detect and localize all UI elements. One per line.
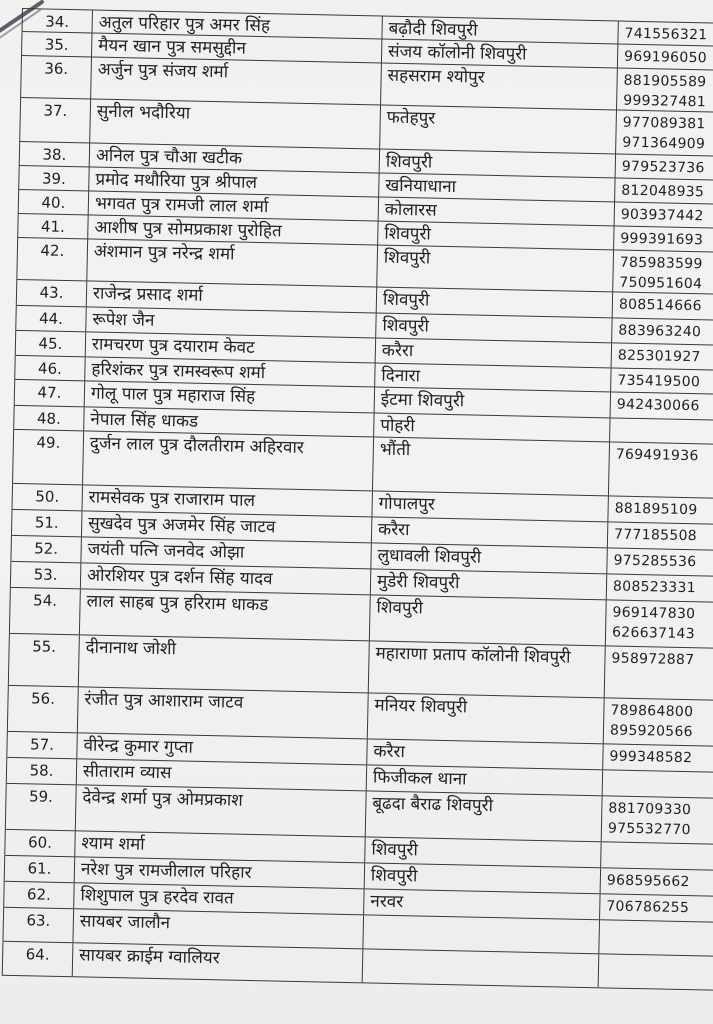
address: लुधावली शिवपुरी [370,543,606,573]
phone-number: 741556321 [624,25,708,44]
phone-number: 881895109 [614,500,698,519]
phone-numbers [617,21,713,46]
address: मुडेरी शिवपुरी [370,569,606,599]
phone-number: 968595662 [606,872,690,891]
person-name: शिशुपाल पुत्र हरदेव रावत [73,883,363,914]
person-name: सुखदेव पुत्र अजमेर सिंह जाटव [81,511,371,542]
phone-number: 975532770 [607,820,691,839]
phone-numbers [617,44,713,70]
address: गोपालपुर [371,491,607,521]
phone-number: 881905589 [623,72,707,91]
serial-number: 55. [8,634,79,686]
address: करैरा [375,338,611,367]
phone-numbers [603,698,713,746]
phone-numbers [598,954,713,990]
phone-number: 777185508 [613,526,698,545]
phone-numbers [610,392,713,420]
phone-numbers [602,744,713,772]
person-name: रामचरण पुत्र दयाराम केवट [85,332,375,362]
phone-number: 969147830 [612,604,696,623]
address: शिवपुरी [376,245,613,291]
person-name: अतुल परिहार पुत्र अमर सिंह [92,10,382,38]
phone-number: 789864800 [610,702,694,721]
serial-number: 41. [17,214,87,238]
address: पोहरी [373,413,609,441]
serial-number: 43. [16,280,87,306]
phone-number: 969196050 [623,48,708,67]
phone-numbers [612,250,713,294]
serial-number: 40. [18,190,88,214]
phone-number: 999348582 [609,748,693,767]
phone-number: 626637143 [611,624,696,643]
phone-number: 958972887 [611,650,695,669]
phone-numbers [614,202,713,228]
person-name: मैयन खान पुत्र समसुद्दीन [91,33,381,62]
person-name: गोलू पाल पुत्र महाराज सिंह [84,381,374,412]
phone-numbers [607,496,713,524]
phone-number: 999327481 [623,92,707,111]
phone-numbers [607,522,713,550]
serial-number: 42. [16,238,87,280]
person-name: दुर्जन लाल पुत्र दौलतीराम अहिरवार [82,431,373,490]
person-name: देवेन्द्र शर्मा पुत्र ओमप्रकाश [75,785,366,836]
serial-number: 56. [7,686,78,732]
person-name: सायबर जालौन [72,909,363,948]
address: संजय कॉलोनी शिवपुरी [381,40,617,68]
address: महाराणा प्रताप कॉलोनी शिवपुरी [368,641,605,697]
address: फिजीकल थाना [366,765,602,795]
person-name: अनिल पुत्र चौआ खटीक [89,143,379,172]
address: कोलारस [378,197,614,225]
serial-number: 54. [9,588,80,634]
serial-number: 37. [19,98,90,142]
phone-number: 975285536 [613,552,697,571]
phone-number: 808514666 [618,296,702,315]
person-name: आशीष पुत्र सोमप्रकाश पुरोहित [87,215,377,244]
phone-number: 883963240 [618,322,702,341]
address: बढ़ौदी शिवपुरी [381,17,617,44]
phone-number: 895920566 [609,722,694,741]
serial-number: 49. [12,430,83,484]
serial-number: 45. [15,331,85,356]
person-name: राजेन्द्र प्रसाद शर्मा [86,281,376,312]
contact-table [2,8,713,991]
person-name: भगवत पुत्र रामजी लाल शर्मा [88,191,378,220]
phone-number: 942430066 [616,396,700,415]
phone-number: 706786255 [606,898,690,917]
address: शिवपुरी [377,221,613,249]
address: भौंती [372,437,609,495]
phone-number: 812048935 [621,182,705,201]
person-name: रामसेवक पुत्र राजाराम पाल [81,485,371,516]
address: शिवपुरी [364,837,600,867]
address: शिवपुरी [379,150,615,178]
serial-number: 61. [4,856,75,882]
person-name: अर्जुन पुत्र संजय शर्मा [90,57,381,104]
phone-numbers [606,548,713,576]
phone-numbers [608,442,713,498]
serial-number: 35. [21,32,91,56]
phone-numbers [611,343,713,370]
serial-number: 47. [14,380,85,406]
serial-number: 62. [3,882,74,908]
serial-number: 63. [2,908,73,942]
address: शिवपुरी [376,287,612,317]
person-name: हरिशंकर पुत्र रामस्वरूप शर्मा [84,357,374,386]
phone-number: 825301927 [617,347,701,366]
person-name: नरेश पुत्र रामजीलाल परिहार [74,857,364,888]
address: खनियाधाना [378,174,614,202]
address: सहसराम श्योपुर [380,64,617,110]
person-name: रूपेश जैन [85,307,375,337]
phone-numbers [615,154,713,180]
serial-number: 51. [11,510,82,536]
person-name: श्याम शर्मा [74,831,364,862]
phone-number: 785983599 [619,254,703,273]
address [362,949,599,987]
phone-numbers [613,226,713,252]
address: बूढदा बैराढ शिवपुरी [365,791,602,841]
phone-numbers [605,600,713,648]
serial-number: 38. [19,142,89,166]
address: शिवपुरी [375,313,611,342]
phone-number: 977089381 [622,114,706,133]
person-name: वीरेन्द्र कुमार गुप्ता [76,733,366,764]
address [362,915,599,953]
address: शिवपुरी [369,595,606,645]
phone-numbers [604,646,713,700]
phone-number: 808523331 [612,578,697,597]
address: ईटमा शिवपुरी [374,387,610,417]
person-name: सायबर क्राईम ग्वालियर [72,943,363,982]
address: दिनारा [374,363,610,391]
serial-number: 50. [12,484,83,510]
phone-numbers [602,770,713,798]
person-name: जयंती पत्नि जनवेद ओझा [80,537,370,568]
serial-number: 60. [4,830,75,856]
phone-numbers [600,842,713,870]
phone-number: 735419500 [617,372,701,391]
person-name: रंजीत पुत्र आशाराम जाटव [77,687,368,738]
person-name: अंशमान पुत्र नरेन्द्र शर्मा [86,239,377,286]
phone-number: 769491936 [615,446,699,465]
phone-number: 979523736 [621,158,705,177]
address: मनियर शिवपुरी [367,693,604,743]
serial-number: 48. [13,406,83,430]
serial-number: 53. [10,562,81,588]
phone-numbers [609,418,713,444]
serial-number: 44. [15,306,85,331]
address: करैरा [371,517,607,547]
address: शिवपुरी [364,863,600,893]
phone-numbers [611,318,713,345]
phone-numbers [600,868,713,896]
serial-number: 59. [5,784,76,830]
person-name: नेपाल सिंह धाकड [83,407,373,436]
serial-number: 46. [14,356,84,380]
person-name: दीनानाथ जोशी [78,635,369,692]
serial-number: 57. [6,732,77,758]
address: करैरा [366,739,602,769]
phone-number: 750951604 [619,274,703,293]
serial-number: 36. [20,56,91,98]
phone-numbers [614,178,713,204]
person-name: ओरशियर पुत्र दर्शन सिंह यादव [80,563,370,594]
serial-number: 64. [2,942,73,976]
phone-number: 971364909 [622,134,706,153]
address: नरवर [363,889,599,919]
phone-numbers [615,110,713,156]
person-name: सुनील भदौरिया [89,99,380,148]
phone-numbers [616,68,713,112]
phone-number: 999391693 [620,230,704,249]
phone-number: 881709330 [608,800,692,819]
serial-number: 58. [6,758,77,784]
serial-number: 52. [10,536,81,562]
address: फतेहपुर [379,106,616,154]
phone-numbers [610,368,713,394]
person-name: प्रमोद मथौरिया पुत्र श्रीपाल [88,167,378,196]
phone-numbers [598,920,713,956]
serial-number: 39. [18,166,88,190]
phone-numbers [606,574,713,602]
person-name: सीताराम व्यास [76,759,366,790]
person-name: लाल साहब पुत्र हरिराम धाकड [79,589,370,640]
phone-number: 903937442 [620,206,704,225]
phone-numbers [601,796,713,844]
phone-numbers [599,894,713,922]
phone-numbers [612,292,713,320]
serial-number: 34. [22,9,92,32]
